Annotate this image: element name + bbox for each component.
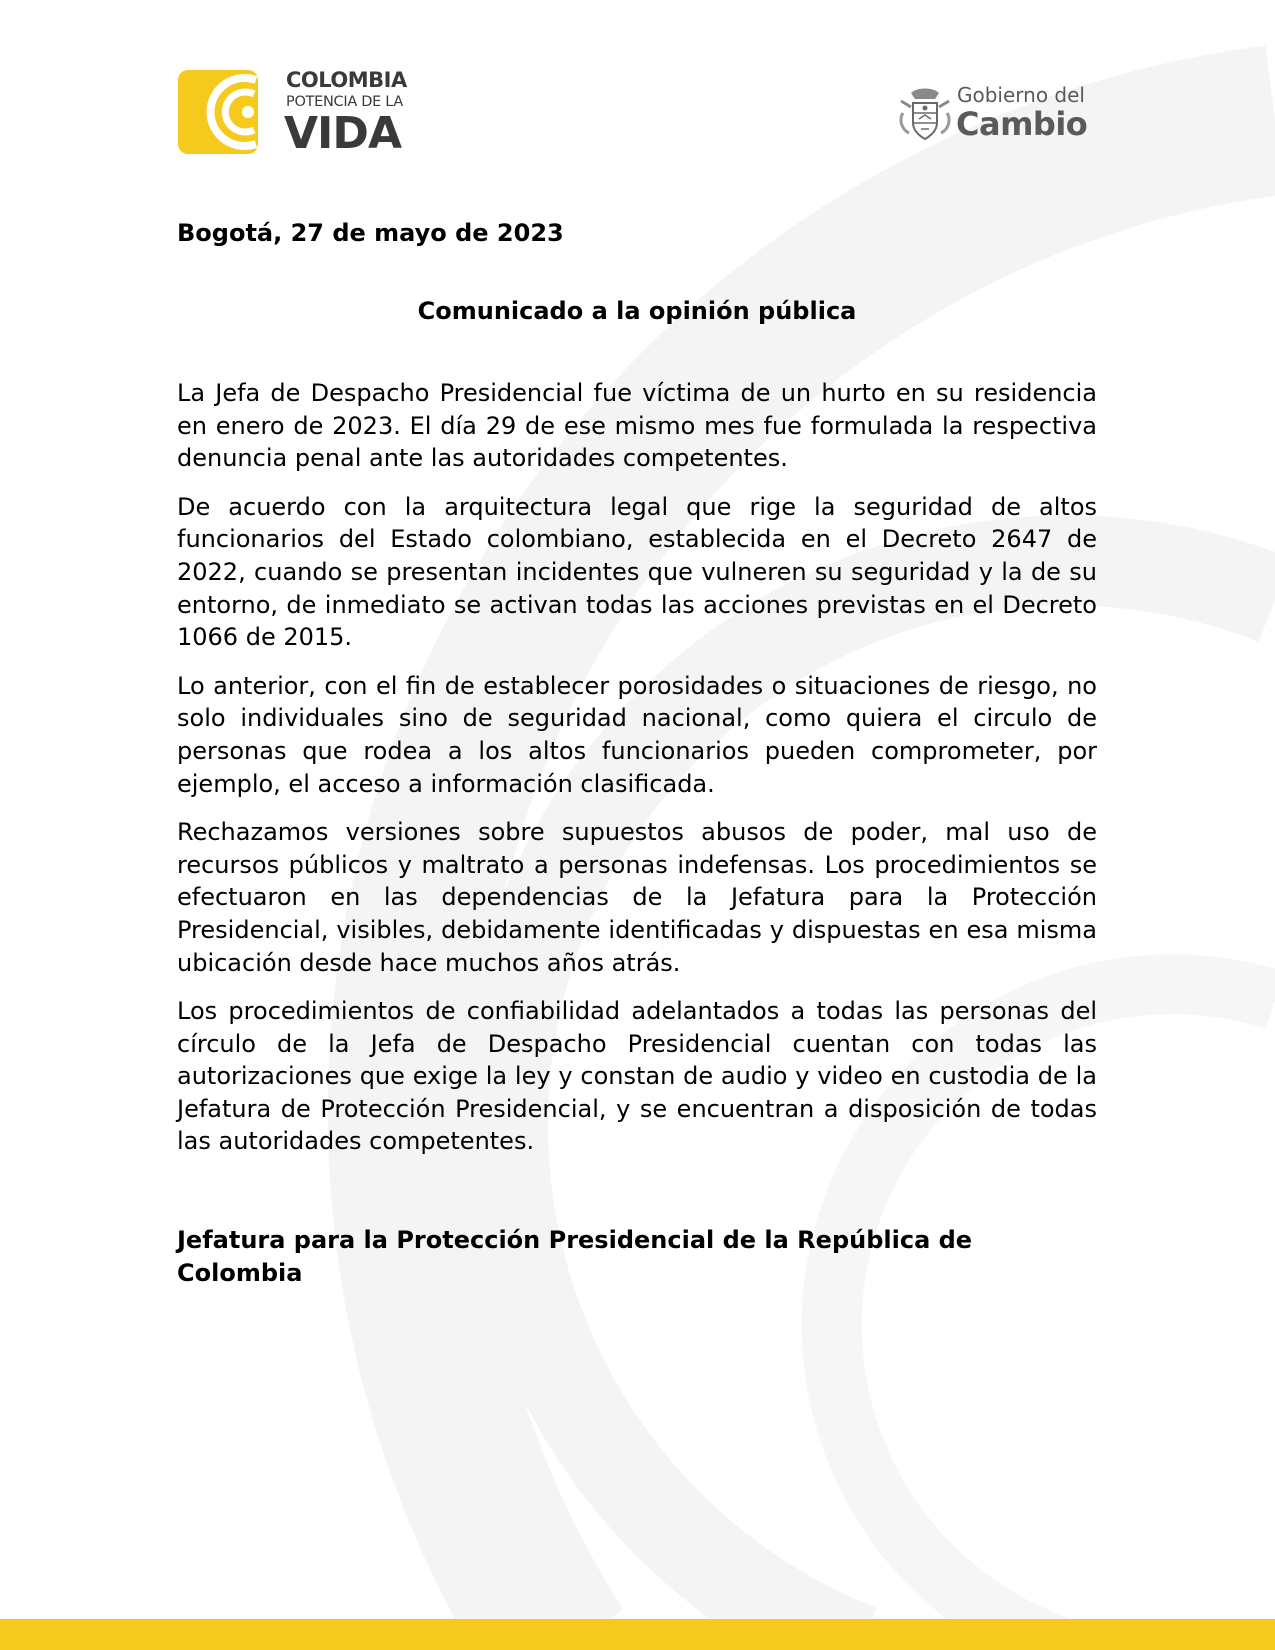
colombia-vida-logo-icon <box>178 70 266 154</box>
logo-text-gobierno-del: Gobierno del <box>957 83 1085 107</box>
paragraph: Rechazamos versiones sobre supuestos abusos de poder, mal uso de recursos públicos y maltrato a personas indefensas. Los procedimientos se efectuaron en las dependencias de la Jefatura para la Protección Presidencial, visibles, debidamente identificadas y dispuestas en esa misma ubicación desde hace muchos años atrás. <box>177 818 1097 977</box>
coat-of-arms-icon <box>897 85 953 143</box>
paragraph: De acuerdo con la arquitectura legal que rige la seguridad de altos funcionarios del Estado colombiano, establecida en el Decreto 2647 de 2022, cuando se presentan incidentes que vulneren su seguridad y la de su entorno, de inmediato se activan todas las acciones previstas en el Decreto 1066 de 2015. <box>177 492 1097 652</box>
document-signature: Jefatura para la Protección Presidencial de la República de Colombia <box>177 1226 973 1288</box>
document-title: Comunicado a la opinión pública <box>417 297 857 325</box>
logo-text-colombia: COLOMBIA <box>286 68 407 92</box>
paragraph: La Jefa de Despacho Presidencial fue víctima de un hurto en su residencia en enero de 2023. El día 29 de ese mismo mes fue formulada la respectiva denuncia penal ante las autoridades competentes. <box>177 379 1097 473</box>
document-paragraphs <box>177 377 1097 1158</box>
footer-yellow-bar <box>0 1619 1275 1650</box>
logo-text-cambio: Cambio <box>956 105 1088 143</box>
logo-text-potencia: POTENCIA DE LA <box>286 94 404 110</box>
document-date: Bogotá, 27 de mayo de 2023 <box>177 219 564 247</box>
gobierno-del-cambio-logo <box>897 83 1097 147</box>
logo-text-vida: VIDA <box>284 108 401 159</box>
document-body <box>177 217 1097 1290</box>
paragraph: Los procedimientos de confiabilidad adelantados a todas las personas del círculo de la Jefa de Despacho Presidencial cuentan con todas las autorizaciones que exige la ley y constan de audio y video en custodia de la Jefatura de Protección Presidencial, y se encuentran a disposición de todas las autoridades competentes. <box>177 997 1097 1156</box>
colombia-potencia-de-la-vida-logo <box>178 68 418 159</box>
paragraph: Lo anterior, con el fin de establecer porosidades o situaciones de riesgo, no solo individuales sino de seguridad nacional, como quiera el circulo de personas que rodea a los altos funcionarios pueden comprometer, por ejemplo, el acceso a información clasificada. <box>177 671 1097 798</box>
